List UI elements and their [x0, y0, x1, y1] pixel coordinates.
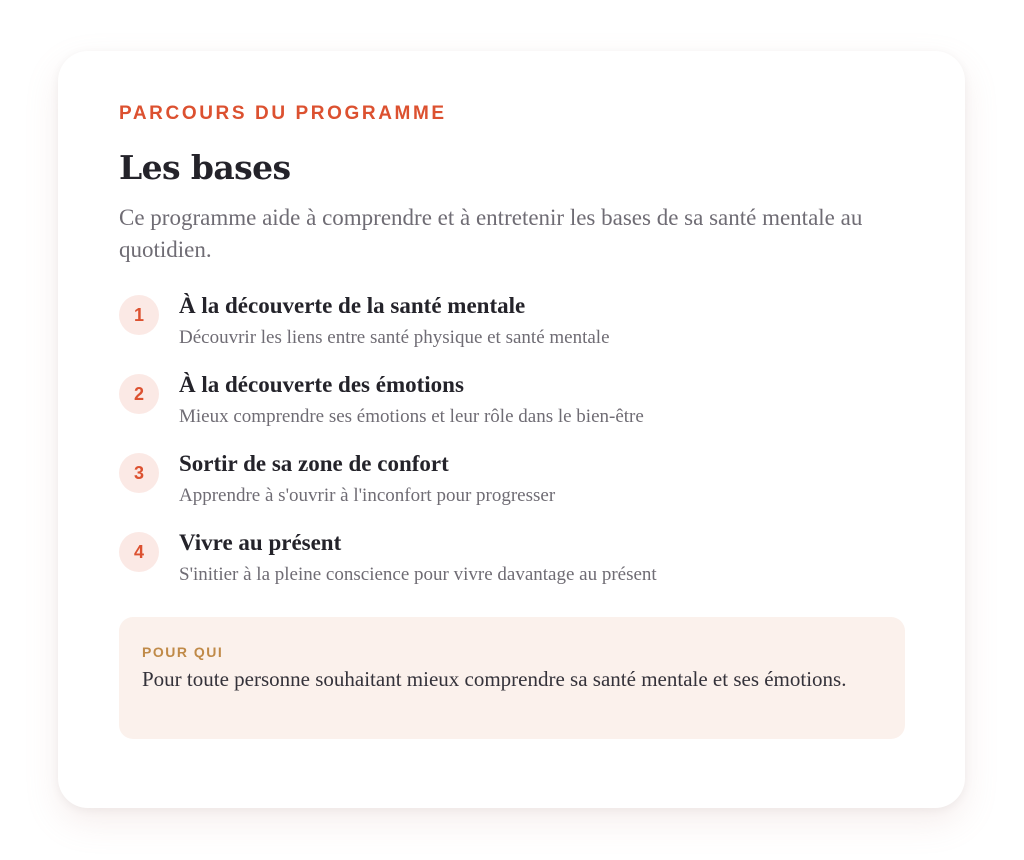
audience-panel — [119, 617, 905, 739]
step-title: Vivre au présent — [179, 530, 342, 555]
step-title: Sortir de sa zone de confort — [179, 451, 449, 476]
step-number-badge: 2 — [119, 374, 159, 414]
section-eyebrow: PARCOURS DU PROGRAMME — [119, 103, 447, 124]
step-subtitle: Apprendre à s'ouvrir à l'inconfort pour progresser — [179, 485, 556, 506]
step-item — [119, 371, 905, 450]
audience-text: Pour toute personne souhaitant mieux comprendre sa santé mentale et ses émotions. — [142, 667, 847, 691]
step-list — [119, 292, 905, 608]
program-title: Les bases — [119, 148, 291, 187]
step-item — [119, 529, 905, 608]
audience-label: POUR QUI — [142, 644, 224, 660]
step-item — [119, 292, 905, 371]
step-subtitle: S'initier à la pleine conscience pour vivre davantage au présent — [179, 564, 657, 585]
step-item — [119, 450, 905, 529]
step-subtitle: Mieux comprendre ses émotions et leur rôle dans le bien-être — [179, 406, 644, 427]
step-number-badge: 3 — [119, 453, 159, 493]
step-number-badge: 1 — [119, 295, 159, 335]
step-title: À la découverte des émotions — [179, 372, 464, 397]
step-number-badge: 4 — [119, 532, 159, 572]
step-title: À la découverte de la santé mentale — [179, 293, 526, 318]
step-subtitle: Découvrir les liens entre santé physique et santé mentale — [179, 327, 610, 348]
program-description: Ce programme aide à comprendre et à entretenir les bases de sa santé mentale au quotidien. — [119, 205, 863, 262]
program-card — [58, 51, 965, 808]
